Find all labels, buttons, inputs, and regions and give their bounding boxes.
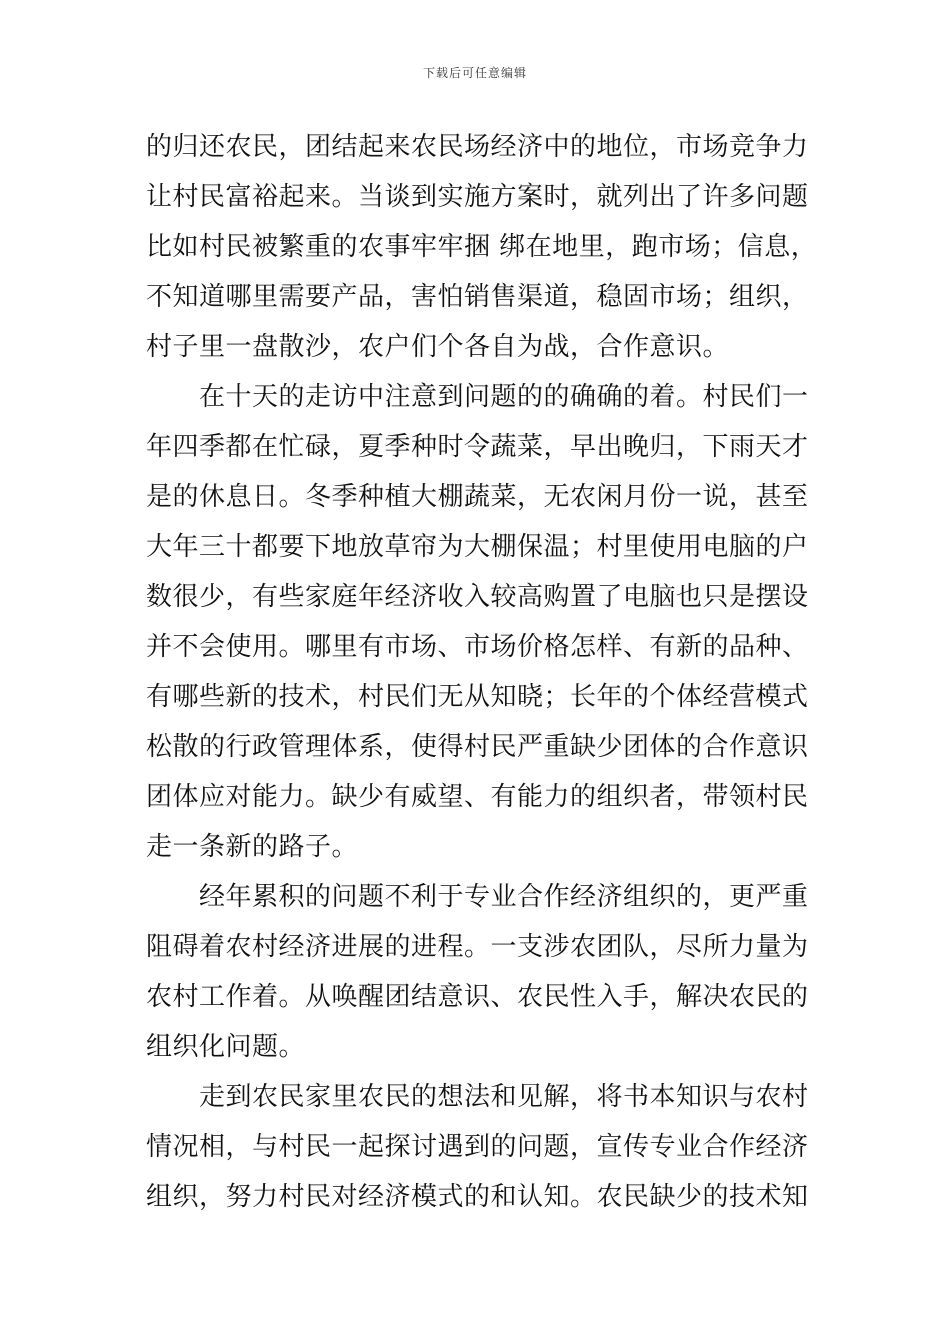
text-line: 松散的行政管理体系，使得村民严重缺少团体的合作意识: [146, 732, 809, 762]
text-line: 是的休息日。冬季种植大棚蔬菜，无农闲月份一说，甚至: [146, 482, 809, 512]
text-line: 让村民富裕起来。当谈到实施方案时，就列出了许多问题: [146, 182, 809, 212]
text-line: 组织化问题。: [146, 1032, 306, 1062]
text-line: 阻碍着农村经济进展的进程。一支涉农团队，尽所力量为: [146, 932, 809, 962]
body-text: [146, 122, 818, 1222]
text-line: 有哪些新的技术，村民们无从知晓；长年的个体经营模式: [146, 682, 809, 712]
text-line: 走一条新的路子。: [146, 832, 359, 862]
text-line: 并不会使用。哪里有市场、市场价格怎样、有新的品种、: [146, 632, 809, 662]
text-line: 情况相，与村民一起探讨遇到的问题，宣传专业合作经济: [146, 1132, 809, 1162]
text-line: 团体应对能力。缺少有威望、有能力的组织者，带领村民: [146, 782, 809, 812]
paragraph-first-line: 在十天的走访中注意到问题的的确确的着。村民们一: [199, 382, 809, 412]
text-line: 农村工作着。从唤醒团结意识、农民性入手，解决农民的: [146, 982, 809, 1012]
text-line: 不知道哪里需要产品，害怕销售渠道，稳固市场；组织，: [146, 282, 809, 312]
page-header: 下载后可任意编辑: [422, 66, 527, 80]
text-line: 年四季都在忙碌，夏季种时令蔬菜，早出晚归，下雨天才: [146, 432, 809, 462]
text-line: 大年三十都要下地放草帘为大棚保温；村里使用电脑的户: [146, 532, 809, 562]
paragraph-first-line: 经年累积的问题不利于专业合作经济组织的，更严重: [199, 882, 809, 912]
paragraph-first-line: 走到农民家里农民的想法和见解，将书本知识与农村: [199, 1082, 809, 1112]
text-line: 的归还农民，团结起来农民场经济中的地位，市场竞争力: [146, 132, 809, 162]
text-line: 组织，努力村民对经济模式的和认知。农民缺少的技术知: [146, 1182, 809, 1212]
text-line: 数很少，有些家庭年经济收入较高购置了电脑也只是摆设: [146, 582, 809, 612]
text-line: 比如村民被繁重的农事牢牢捆 绑在地里，跑市场；信息，: [146, 232, 818, 262]
text-line: 村子里一盘散沙，农户们个各自为战，合作意识。: [146, 332, 730, 362]
